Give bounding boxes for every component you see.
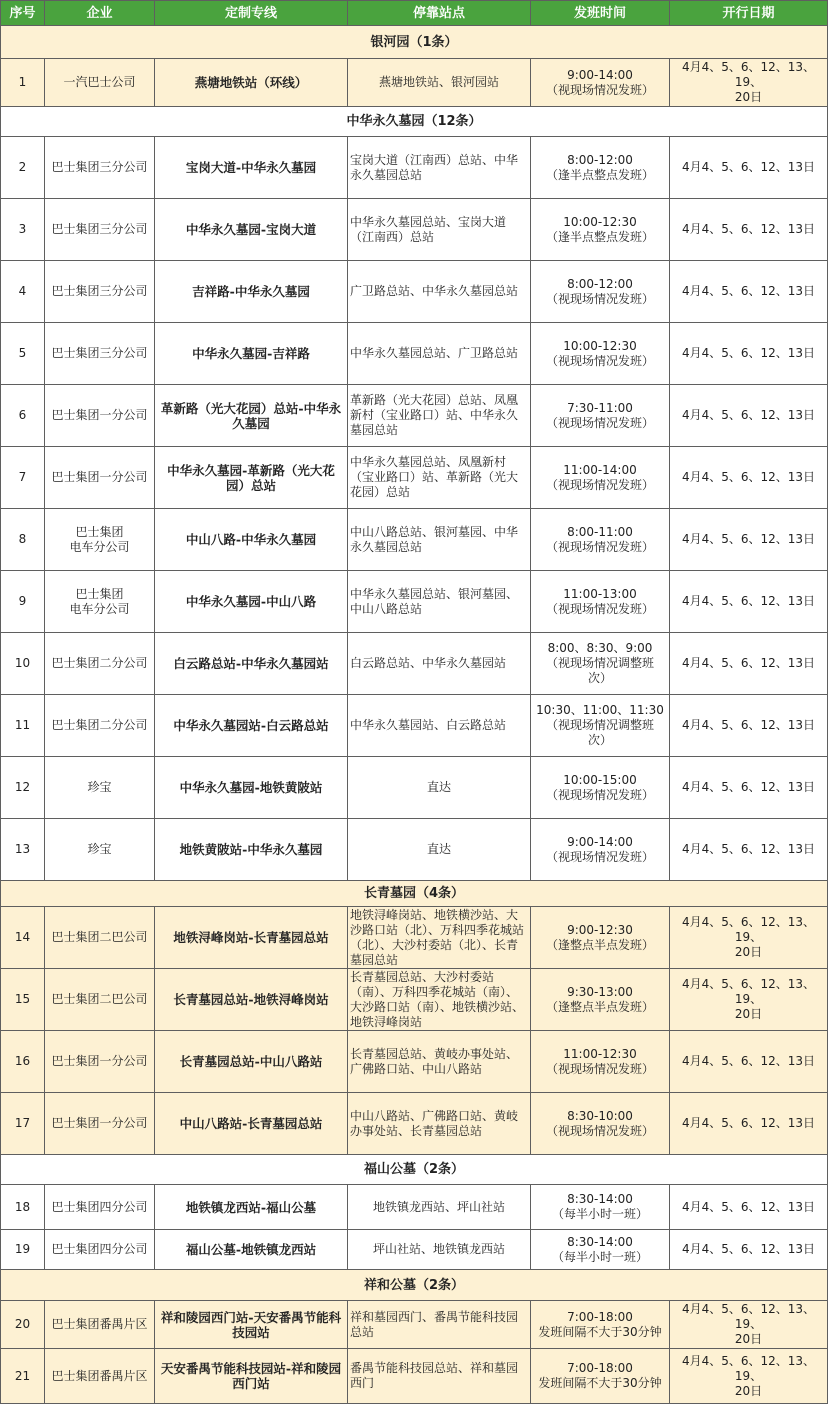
company-cell: 巴士集团二巴公司 bbox=[45, 907, 155, 969]
stops-cell: 中华永久墓园总站、银河墓园、中山八路总站 bbox=[348, 571, 531, 633]
time-cell: 10:00-12:30 （视现场情况发班） bbox=[531, 323, 670, 385]
stops-cell: 祥和墓园西门、番禺节能科技园总站 bbox=[348, 1301, 531, 1349]
header-no: 序号 bbox=[1, 1, 45, 26]
row-number: 17 bbox=[1, 1093, 45, 1155]
time-cell: 9:00-12:30 （逢整点半点发班） bbox=[531, 907, 670, 969]
company-cell: 巴士集团番禺片区 bbox=[45, 1349, 155, 1404]
time-cell: 9:00-14:00 （视现场情况发班） bbox=[531, 59, 670, 107]
time-cell: 10:00-15:00 （视现场情况发班） bbox=[531, 757, 670, 819]
table-row bbox=[1, 261, 828, 323]
company-cell: 巴士集团番禺片区 bbox=[45, 1301, 155, 1349]
row-number: 7 bbox=[1, 447, 45, 509]
schedule-body bbox=[1, 26, 828, 1404]
section-header-row bbox=[1, 107, 828, 137]
row-number: 13 bbox=[1, 819, 45, 881]
row-number: 11 bbox=[1, 695, 45, 757]
dates-cell: 4月4、5、6、12、13、19、 20日 bbox=[670, 1349, 828, 1404]
company-cell: 巴士集团二分公司 bbox=[45, 633, 155, 695]
row-number: 19 bbox=[1, 1230, 45, 1270]
table-row bbox=[1, 199, 828, 261]
time-cell: 7:00-18:00 发班间隔不大于30分钟 bbox=[531, 1301, 670, 1349]
stops-cell: 中华永久墓园总站、宝岗大道（江南西）总站 bbox=[348, 199, 531, 261]
company-cell: 巴士集团三分公司 bbox=[45, 199, 155, 261]
section-header-row bbox=[1, 881, 828, 907]
time-cell: 9:00-14:00 （视现场情况发班） bbox=[531, 819, 670, 881]
stops-cell: 中华永久墓园站、白云路总站 bbox=[348, 695, 531, 757]
time-cell: 9:30-13:00 （逢整点半点发班） bbox=[531, 969, 670, 1031]
dates-cell: 4月4、5、6、12、13日 bbox=[670, 695, 828, 757]
table-row bbox=[1, 323, 828, 385]
stops-cell: 燕塘地铁站、银河园站 bbox=[348, 59, 531, 107]
stops-cell: 中华永久墓园总站、广卫路总站 bbox=[348, 323, 531, 385]
route-cell: 地铁黄陂站-中华永久墓园 bbox=[155, 819, 348, 881]
time-cell: 8:30-10:00 （视现场情况发班） bbox=[531, 1093, 670, 1155]
table-row bbox=[1, 447, 828, 509]
dates-cell: 4月4、5、6、12、13日 bbox=[670, 1230, 828, 1270]
header-route: 定制专线 bbox=[155, 1, 348, 26]
company-cell: 巴士集团一分公司 bbox=[45, 385, 155, 447]
row-number: 18 bbox=[1, 1185, 45, 1230]
dates-cell: 4月4、5、6、12、13日 bbox=[670, 819, 828, 881]
section-title: 祥和公墓（2条） bbox=[1, 1270, 828, 1301]
table-row bbox=[1, 571, 828, 633]
stops-cell: 中山八路总站、银河墓园、中华永久墓园总站 bbox=[348, 509, 531, 571]
section-header-row bbox=[1, 1270, 828, 1301]
row-number: 6 bbox=[1, 385, 45, 447]
section-title: 银河园（1条） bbox=[1, 26, 828, 59]
route-cell: 中华永久墓园站-白云路总站 bbox=[155, 695, 348, 757]
header-stops: 停靠站点 bbox=[348, 1, 531, 26]
time-cell: 8:30-14:00 （每半小时一班） bbox=[531, 1185, 670, 1230]
time-cell: 8:00-12:00 （视现场情况发班） bbox=[531, 261, 670, 323]
dates-cell: 4月4、5、6、12、13日 bbox=[670, 571, 828, 633]
route-cell: 中华永久墓园-革新路（光大花园）总站 bbox=[155, 447, 348, 509]
dates-cell: 4月4、5、6、12、13日 bbox=[670, 1093, 828, 1155]
stops-cell: 广卫路总站、中华永久墓园总站 bbox=[348, 261, 531, 323]
table-row bbox=[1, 969, 828, 1031]
header-dates: 开行日期 bbox=[670, 1, 828, 26]
route-cell: 中华永久墓园-吉祥路 bbox=[155, 323, 348, 385]
row-number: 9 bbox=[1, 571, 45, 633]
company-cell: 巴士集团二巴公司 bbox=[45, 969, 155, 1031]
time-cell: 10:30、11:00、11:30 （视现场情况调整班 次） bbox=[531, 695, 670, 757]
table-row bbox=[1, 137, 828, 199]
table-row bbox=[1, 59, 828, 107]
route-cell: 长青墓园总站-中山八路站 bbox=[155, 1031, 348, 1093]
dates-cell: 4月4、5、6、12、13日 bbox=[670, 1185, 828, 1230]
stops-cell: 宝岗大道（江南西）总站、中华永久墓园总站 bbox=[348, 137, 531, 199]
time-cell: 7:00-18:00 发班间隔不大于30分钟 bbox=[531, 1349, 670, 1404]
route-cell: 燕塘地铁站（环线） bbox=[155, 59, 348, 107]
stops-cell: 中华永久墓园总站、凤凰新村（宝业路口）站、革新路（光大花园）总站 bbox=[348, 447, 531, 509]
route-cell: 地铁镇龙西站-福山公墓 bbox=[155, 1185, 348, 1230]
time-cell: 11:00-14:00 （视现场情况发班） bbox=[531, 447, 670, 509]
stops-cell: 直达 bbox=[348, 819, 531, 881]
stops-cell: 番禺节能科技园总站、祥和墓园西门 bbox=[348, 1349, 531, 1404]
route-cell: 长青墓园总站-地铁浔峰岗站 bbox=[155, 969, 348, 1031]
route-cell: 地铁浔峰岗站-长青墓园总站 bbox=[155, 907, 348, 969]
section-header-row bbox=[1, 1155, 828, 1185]
company-cell: 巴士集团 电车分公司 bbox=[45, 509, 155, 571]
row-number: 3 bbox=[1, 199, 45, 261]
dates-cell: 4月4、5、6、12、13日 bbox=[670, 323, 828, 385]
company-cell: 巴士集团三分公司 bbox=[45, 261, 155, 323]
route-cell: 中华永久墓园-地铁黄陂站 bbox=[155, 757, 348, 819]
dates-cell: 4月4、5、6、12、13、19、 20日 bbox=[670, 969, 828, 1031]
table-row bbox=[1, 1185, 828, 1230]
table-row bbox=[1, 385, 828, 447]
dates-cell: 4月4、5、6、12、13、19、 20日 bbox=[670, 907, 828, 969]
section-header-row bbox=[1, 26, 828, 59]
stops-cell: 地铁浔峰岗站、地铁横沙站、大沙路口站（北）、万科四季花城站（北）、大沙村委站（北）、长青墓园总站 bbox=[348, 907, 531, 969]
section-title: 中华永久墓园（12条） bbox=[1, 107, 828, 137]
route-cell: 中山八路-中华永久墓园 bbox=[155, 509, 348, 571]
row-number: 12 bbox=[1, 757, 45, 819]
table-row bbox=[1, 695, 828, 757]
route-cell: 宝岗大道-中华永久墓园 bbox=[155, 137, 348, 199]
route-cell: 天安番禺节能科技园站-祥和陵园西门站 bbox=[155, 1349, 348, 1404]
table-row bbox=[1, 1230, 828, 1270]
table-row bbox=[1, 907, 828, 969]
header-company: 企业 bbox=[45, 1, 155, 26]
dates-cell: 4月4、5、6、12、13日 bbox=[670, 757, 828, 819]
dates-cell: 4月4、5、6、12、13日 bbox=[670, 1031, 828, 1093]
route-cell: 中山八路站-长青墓园总站 bbox=[155, 1093, 348, 1155]
time-cell: 8:30-14:00 （每半小时一班） bbox=[531, 1230, 670, 1270]
time-cell: 8:00-11:00 （视现场情况发班） bbox=[531, 509, 670, 571]
table-row bbox=[1, 1349, 828, 1404]
route-cell: 祥和陵园西门站-天安番禺节能科技园站 bbox=[155, 1301, 348, 1349]
route-cell: 福山公墓-地铁镇龙西站 bbox=[155, 1230, 348, 1270]
row-number: 2 bbox=[1, 137, 45, 199]
dates-cell: 4月4、5、6、12、13日 bbox=[670, 137, 828, 199]
stops-cell: 长青墓园总站、大沙村委站（南）、万科四季花城站（南）、大沙路口站（南）、地铁横沙站、地铁浔峰岗站 bbox=[348, 969, 531, 1031]
table-row bbox=[1, 819, 828, 881]
section-title: 福山公墓（2条） bbox=[1, 1155, 828, 1185]
company-cell: 巴士集团一分公司 bbox=[45, 447, 155, 509]
stops-cell: 白云路总站、中华永久墓园站 bbox=[348, 633, 531, 695]
company-cell: 巴士集团二分公司 bbox=[45, 695, 155, 757]
row-number: 10 bbox=[1, 633, 45, 695]
route-cell: 白云路总站-中华永久墓园站 bbox=[155, 633, 348, 695]
company-cell: 巴士集团四分公司 bbox=[45, 1185, 155, 1230]
company-cell: 巴士集团 电车分公司 bbox=[45, 571, 155, 633]
dates-cell: 4月4、5、6、12、13日 bbox=[670, 633, 828, 695]
route-cell: 吉祥路-中华永久墓园 bbox=[155, 261, 348, 323]
company-cell: 巴士集团三分公司 bbox=[45, 137, 155, 199]
time-cell: 8:00-12:00 （逢半点整点发班） bbox=[531, 137, 670, 199]
table-row bbox=[1, 509, 828, 571]
company-cell: 珍宝 bbox=[45, 819, 155, 881]
route-cell: 革新路（光大花园）总站-中华永久墓园 bbox=[155, 385, 348, 447]
dates-cell: 4月4、5、6、12、13日 bbox=[670, 509, 828, 571]
stops-cell: 直达 bbox=[348, 757, 531, 819]
route-cell: 中华永久墓园-宝岗大道 bbox=[155, 199, 348, 261]
dates-cell: 4月4、5、6、12、13、19、 20日 bbox=[670, 59, 828, 107]
company-cell: 巴士集团一分公司 bbox=[45, 1093, 155, 1155]
header-row bbox=[1, 1, 828, 26]
row-number: 4 bbox=[1, 261, 45, 323]
row-number: 20 bbox=[1, 1301, 45, 1349]
stops-cell: 中山八路站、广佛路口站、黄岐办事处站、长青墓园总站 bbox=[348, 1093, 531, 1155]
row-number: 5 bbox=[1, 323, 45, 385]
table-row bbox=[1, 1301, 828, 1349]
dates-cell: 4月4、5、6、12、13日 bbox=[670, 447, 828, 509]
stops-cell: 革新路（光大花园）总站、凤凰新村（宝业路口）站、中华永久墓园总站 bbox=[348, 385, 531, 447]
row-number: 21 bbox=[1, 1349, 45, 1404]
company-cell: 巴士集团四分公司 bbox=[45, 1230, 155, 1270]
table-row bbox=[1, 757, 828, 819]
time-cell: 10:00-12:30 （逢半点整点发班） bbox=[531, 199, 670, 261]
stops-cell: 长青墓园总站、黄岐办事处站、广佛路口站、中山八路站 bbox=[348, 1031, 531, 1093]
row-number: 14 bbox=[1, 907, 45, 969]
dates-cell: 4月4、5、6、12、13日 bbox=[670, 261, 828, 323]
company-cell: 珍宝 bbox=[45, 757, 155, 819]
time-cell: 11:00-13:00 （视现场情况发班） bbox=[531, 571, 670, 633]
header-time: 发班时间 bbox=[531, 1, 670, 26]
row-number: 1 bbox=[1, 59, 45, 107]
time-cell: 8:00、8:30、9:00 （视现场情况调整班 次） bbox=[531, 633, 670, 695]
section-title: 长青墓园（4条） bbox=[1, 881, 828, 907]
time-cell: 11:00-12:30 （视现场情况发班） bbox=[531, 1031, 670, 1093]
time-cell: 7:30-11:00 （视现场情况发班） bbox=[531, 385, 670, 447]
dates-cell: 4月4、5、6、12、13日 bbox=[670, 199, 828, 261]
dates-cell: 4月4、5、6、12、13、19、 20日 bbox=[670, 1301, 828, 1349]
table-row bbox=[1, 1031, 828, 1093]
company-cell: 巴士集团一分公司 bbox=[45, 1031, 155, 1093]
row-number: 15 bbox=[1, 969, 45, 1031]
company-cell: 一汽巴士公司 bbox=[45, 59, 155, 107]
table-row bbox=[1, 633, 828, 695]
table-row bbox=[1, 1093, 828, 1155]
row-number: 8 bbox=[1, 509, 45, 571]
row-number: 16 bbox=[1, 1031, 45, 1093]
dates-cell: 4月4、5、6、12、13日 bbox=[670, 385, 828, 447]
route-cell: 中华永久墓园-中山八路 bbox=[155, 571, 348, 633]
stops-cell: 坪山社站、地铁镇龙西站 bbox=[348, 1230, 531, 1270]
stops-cell: 地铁镇龙西站、坪山社站 bbox=[348, 1185, 531, 1230]
company-cell: 巴士集团三分公司 bbox=[45, 323, 155, 385]
